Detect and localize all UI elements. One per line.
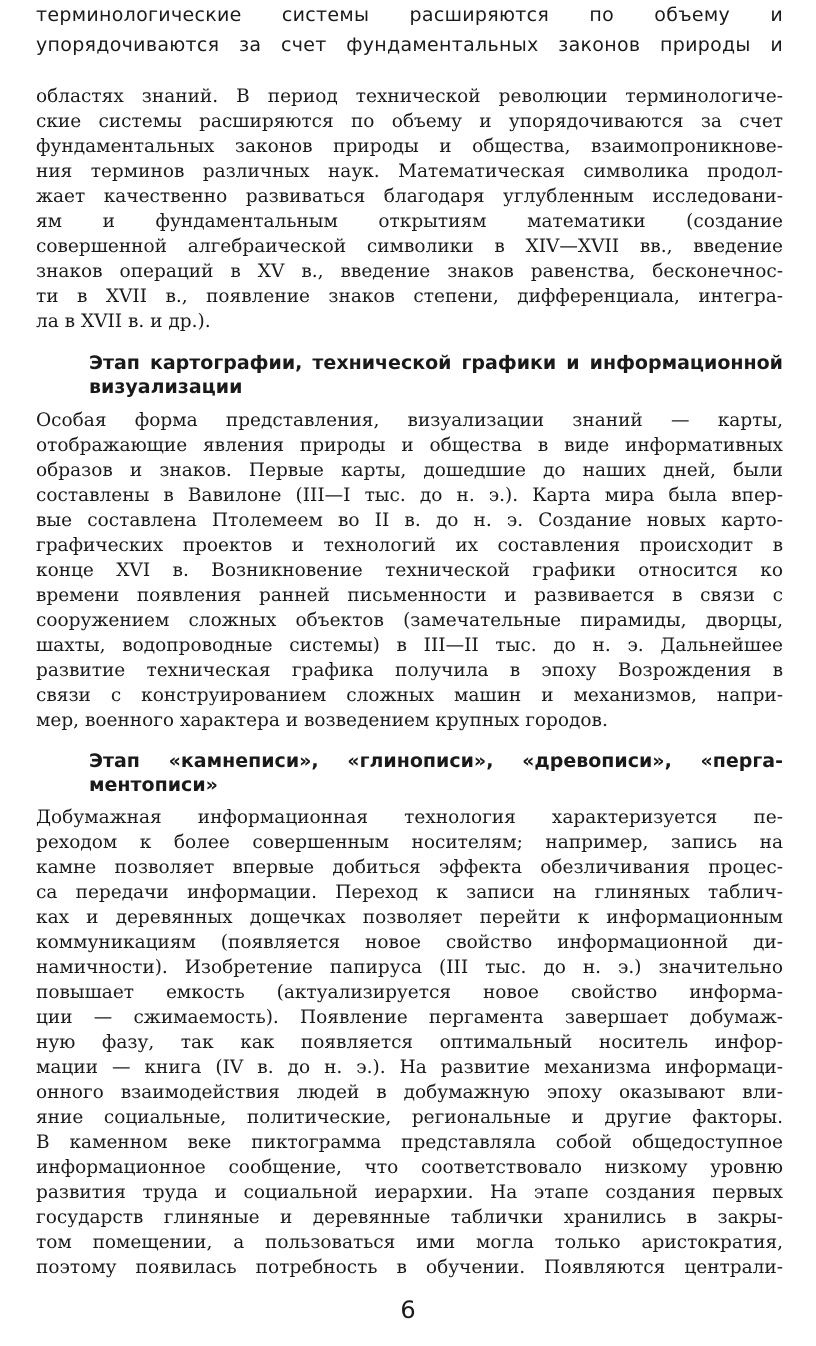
- paragraph-line: развития труда и социальной иерархии. На этапе создания первых: [36, 1182, 783, 1203]
- section-heading: Этап «камнеписи», «глинописи», «древописи», «перга-: [89, 750, 783, 772]
- paragraph-line: ную фазу, так как появляется оптимальный носитель инфор-: [36, 1032, 783, 1053]
- paragraph-line: Добумажная информационная технология характеризуется пе-: [36, 807, 783, 828]
- paragraph-line: фундаментальных законов природы и общества, взаимопроникнове-: [36, 136, 783, 157]
- paragraph-line: ские системы расширяются по объему и упорядочиваются за счет: [36, 111, 783, 132]
- paragraph-line: конце XVI в. Возникновение технической графики относится ко: [36, 560, 783, 581]
- paragraph-line: связи с конструированием сложных машин и механизмов, напри-: [36, 685, 783, 706]
- paragraph-line: шахты, водопроводные системы) в III—II тыс. до н. э. Дальнейшее: [36, 635, 783, 656]
- paragraph-line: коммуникациям (появляется новое свойство информационной ди-: [36, 932, 783, 953]
- paragraph-line: совершенной алгебраической символики в XIV—XVII вв., введение: [36, 236, 783, 257]
- section-heading: Этап картографии, технической графики и информационной: [89, 352, 783, 374]
- paragraph-line: поэтому появилась потребность в обучении. Появляются централи-: [36, 1257, 783, 1278]
- paragraph-line: том помещении, а пользоваться ими могла только аристократия,: [36, 1232, 783, 1253]
- top-fragment-line: терминологические системы расширяются по объему и: [36, 4, 783, 26]
- paragraph-line: онного взаимодействия людей в добумажную эпоху оказывают вли-: [36, 1082, 783, 1103]
- paragraph-line: намичности). Изобретение папируса (III тыс. до н. э.) значительно: [36, 957, 783, 978]
- paragraph-line: ках и деревянных дощечках позволяет перейти к информационным: [36, 907, 783, 928]
- paragraph-line: ти в XVII в., появление знаков степени, дифференциала, интегра-: [36, 286, 783, 307]
- paragraph-line: образов и знаков. Первые карты, дошедшие до наших дней, были: [36, 460, 783, 481]
- paragraph-line: составлены в Вавилоне (III—I тыс. до н. э.). Карта мира была впер-: [36, 485, 783, 506]
- paragraph-line: ла в XVII в. и др.).: [36, 311, 211, 332]
- paragraph-line: развитие техническая графика получила в эпоху Возрождения в: [36, 660, 783, 681]
- paragraph-line: ции — сжимаемость). Появление пергамента завершает добумаж-: [36, 1007, 783, 1028]
- paragraph-line: государств глиняные и деревянные таблички хранились в закры-: [36, 1207, 783, 1228]
- paragraph-line: мер, военного характера и возведением крупных городов.: [36, 710, 608, 731]
- section-heading: ментописи»: [89, 774, 218, 796]
- paragraph-line: Особая форма представления, визуализации знаний — карты,: [36, 410, 783, 431]
- paragraph-line: времени появления ранней письменности и развивается в связи с: [36, 585, 783, 606]
- paragraph-line: знаков операций в XV в., введение знаков равенства, бесконечнос-: [36, 261, 783, 282]
- section-heading: визуализации: [89, 376, 243, 398]
- page-number: 6: [400, 1296, 416, 1324]
- paragraph-line: В каменном веке пиктограмма представляла собой общедоступное: [36, 1132, 783, 1153]
- paragraph-line: ям и фундаментальным открытиям математики (создание: [36, 211, 783, 232]
- paragraph-line: мации — книга (IV в. до н. э.). На развитие механизма информаци-: [36, 1057, 783, 1078]
- paragraph-line: повышает емкость (актуализируется новое свойство информа-: [36, 982, 783, 1003]
- paragraph-line: областях знаний. В период технической революции терминологиче-: [36, 86, 783, 107]
- paragraph-line: яние социальные, политические, региональные и другие факторы.: [36, 1107, 783, 1128]
- paragraph-line: вые составлена Птолемеем во II в. до н. э. Создание новых карто-: [36, 510, 783, 531]
- top-fragment-line: упорядочиваются за счет фундаментальных законов природы и: [36, 34, 783, 56]
- paragraph-line: сооружением сложных объектов (замечательные пирамиды, дворцы,: [36, 610, 783, 631]
- paragraph-line: графических проектов и технологий их составления происходит в: [36, 535, 783, 556]
- paragraph-line: камне позволяет впервые добиться эффекта обезличивания процес-: [36, 857, 783, 878]
- paragraph-line: жает качественно развиваться благодаря углубленным исследовани-: [36, 186, 783, 207]
- paragraph-line: са передачи информации. Переход к записи на глиняных таблич-: [36, 882, 783, 903]
- paragraph-line: информационное сообщение, что соответствовало низкому уровню: [36, 1157, 783, 1178]
- paragraph-line: ния терминов различных наук. Математическая символика продол-: [36, 161, 783, 182]
- paragraph-line: отображающие явления природы и общества в виде информативных: [36, 435, 783, 456]
- paragraph-line: реходом к более совершенным носителям; например, запись на: [36, 832, 783, 853]
